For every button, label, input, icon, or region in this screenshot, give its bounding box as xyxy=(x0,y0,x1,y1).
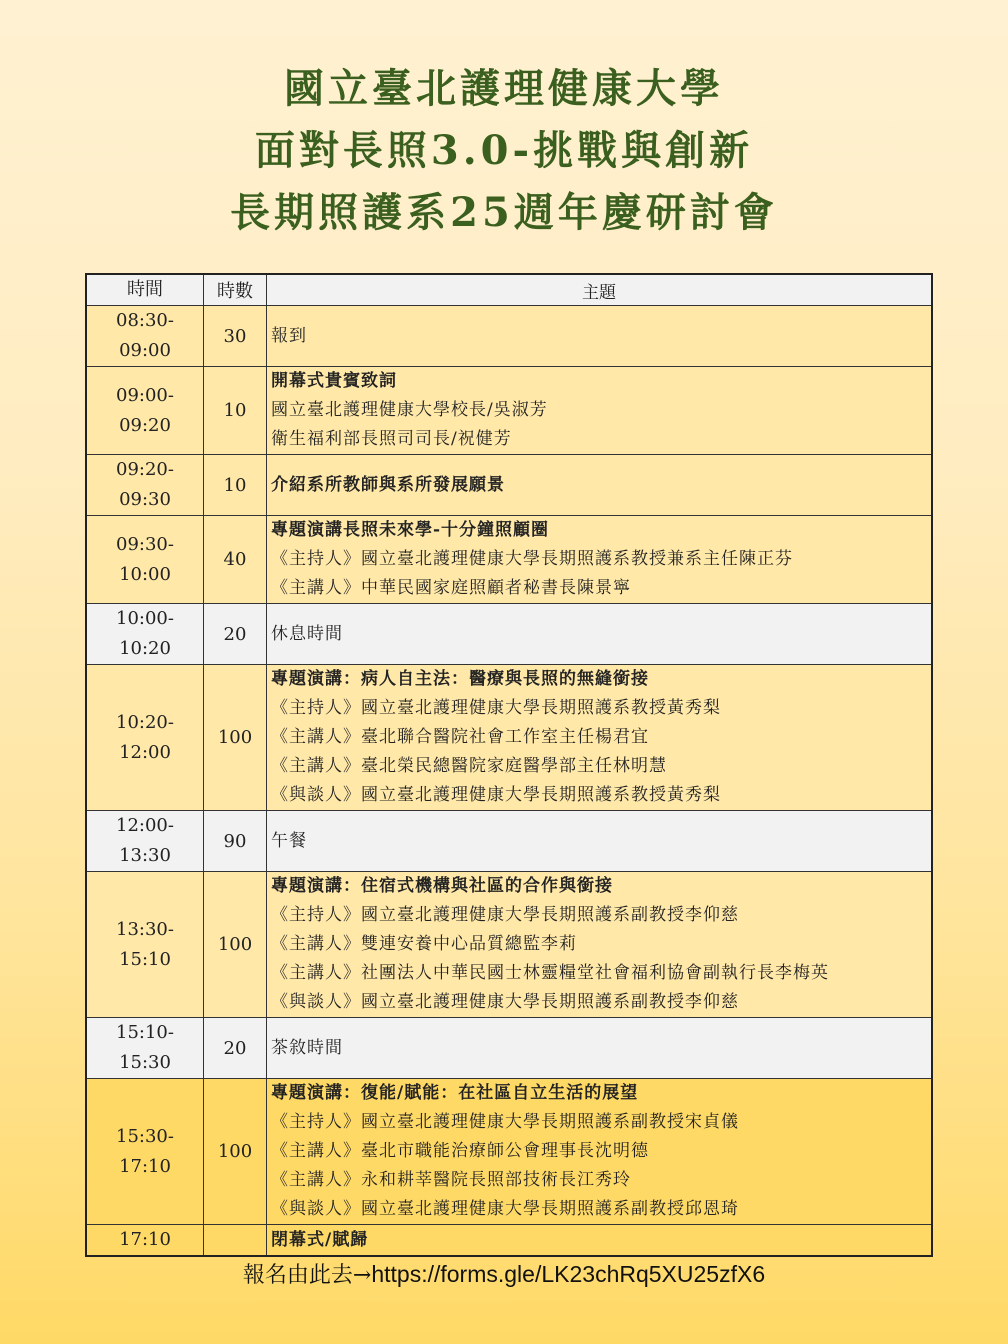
title-block xyxy=(0,58,1008,244)
title-theme: 面對長照3.0-挑戰與創新 xyxy=(254,127,754,174)
topic-line: 《主講人》臺北市職能治療師公會理事長沈明德 xyxy=(271,1141,649,1161)
topic-line: 國立臺北護理健康大學校長/吳淑芳 xyxy=(271,400,548,420)
topic-line: 《與談人》國立臺北護理健康大學長期照護系教授黃秀梨 xyxy=(271,785,721,805)
time-start: 09:30- xyxy=(116,533,174,555)
time-end: 10:00 xyxy=(119,563,171,585)
time-end: 15:10 xyxy=(119,948,171,970)
time-cell xyxy=(86,367,204,455)
time-cell xyxy=(86,1079,204,1225)
hours-cell: 10 xyxy=(204,455,267,516)
arrow-right-icon: → xyxy=(352,1263,372,1288)
hours-cell: 40 xyxy=(204,516,267,604)
topic-title: 專題演講長照未來學-十分鐘照顧圈 xyxy=(271,520,550,540)
table-row xyxy=(86,665,932,811)
topic-title: 專題演講：病人自主法：醫療與長照的無縫銜接 xyxy=(271,669,649,689)
title-event: 長期照護系25週年慶研討會 xyxy=(230,189,778,236)
topic-line: 《主講人》雙連安養中心品質總監李莉 xyxy=(271,934,577,954)
topic-line: 《主講人》臺北榮民總醫院家庭醫學部主任林明慧 xyxy=(271,756,667,776)
time-cell xyxy=(86,1018,204,1079)
topic-cell xyxy=(267,1079,933,1225)
time-end: 15:30 xyxy=(119,1052,171,1073)
header-topic: 主題 xyxy=(267,274,933,306)
topic-line: 《主講人》中華民國家庭照顧者秘書長陳景寧 xyxy=(271,578,631,598)
topic-title: 開幕式貴賓致詞 xyxy=(271,371,397,391)
time-start: 09:20- xyxy=(116,459,174,480)
time-start: 12:00- xyxy=(116,815,174,836)
time-start: 10:00- xyxy=(116,608,174,629)
time-end: 17:10 xyxy=(119,1155,171,1177)
topic-line: 午餐 xyxy=(271,830,307,851)
topic-cell xyxy=(267,367,933,455)
hours-cell xyxy=(204,1225,267,1257)
time-cell xyxy=(86,306,204,367)
registration-footer xyxy=(0,1258,1008,1289)
hours-cell: 20 xyxy=(204,1018,267,1079)
table-row xyxy=(86,367,932,455)
topic-title: 閉幕式/賦歸 xyxy=(271,1229,369,1250)
table-row xyxy=(86,455,932,516)
header-hours: 時數 xyxy=(204,274,267,306)
table-row xyxy=(86,1018,932,1079)
table-row xyxy=(86,1079,932,1225)
topic-line: 衛生福利部長照司司長/祝健芳 xyxy=(271,429,512,449)
topic-title: 介紹系所教師與系所發展願景 xyxy=(271,474,505,495)
hours-cell: 30 xyxy=(204,306,267,367)
hours-cell: 100 xyxy=(204,1079,267,1225)
registration-label: 報名由此去 xyxy=(242,1263,353,1288)
time-start: 15:30- xyxy=(116,1125,174,1147)
topic-line: 《與談人》國立臺北護理健康大學長期照護系副教授李仰慈 xyxy=(271,992,739,1012)
agenda-body xyxy=(86,306,932,1257)
topic-cell xyxy=(267,516,933,604)
table-row xyxy=(86,604,932,665)
topic-cell xyxy=(267,1018,933,1079)
topic-line: 《主持人》國立臺北護理健康大學長期照護系教授黃秀梨 xyxy=(271,698,721,718)
time-cell xyxy=(86,872,204,1018)
table-header-row xyxy=(86,274,932,306)
topic-cell xyxy=(267,811,933,872)
topic-cell xyxy=(267,604,933,665)
time-end: 09:30 xyxy=(119,489,171,510)
topic-line: 《與談人》國立臺北護理健康大學長期照護系副教授邱恩琦 xyxy=(271,1199,739,1219)
topic-cell xyxy=(267,455,933,516)
topic-title: 專題演講：復能/賦能：在社區自立生活的展望 xyxy=(271,1083,639,1103)
time-start: 13:30- xyxy=(116,918,174,940)
topic-cell xyxy=(267,1225,933,1257)
title-university: 國立臺北護理健康大學 xyxy=(284,65,724,112)
topic-line: 休息時間 xyxy=(271,623,343,644)
table-row xyxy=(86,306,932,367)
time-cell xyxy=(86,455,204,516)
time-end: 10:20 xyxy=(119,638,171,659)
time-start: 15:10- xyxy=(116,1022,174,1043)
topic-title: 專題演講：住宿式機構與社區的合作與銜接 xyxy=(271,876,613,896)
time-end: 12:00 xyxy=(119,741,171,763)
topic-line: 《主持人》國立臺北護理健康大學長期照護系副教授宋貞儀 xyxy=(271,1112,739,1132)
hours-cell: 90 xyxy=(204,811,267,872)
topic-line: 《主持人》國立臺北護理健康大學長期照護系副教授李仰慈 xyxy=(271,905,739,925)
time-start: 17:10 xyxy=(119,1229,171,1250)
time-cell xyxy=(86,811,204,872)
time-end: 13:30 xyxy=(119,845,171,866)
table-row xyxy=(86,1225,932,1257)
time-cell xyxy=(86,665,204,811)
time-cell xyxy=(86,604,204,665)
topic-line: 報到 xyxy=(271,325,307,346)
hours-cell: 20 xyxy=(204,604,267,665)
table-row xyxy=(86,516,932,604)
hours-cell: 100 xyxy=(204,665,267,811)
hours-cell: 100 xyxy=(204,872,267,1018)
time-start: 10:20- xyxy=(116,711,174,733)
registration-link[interactable]: https://forms.gle/LK23chRq5XU25zfX6 xyxy=(371,1261,766,1287)
table-row xyxy=(86,811,932,872)
topic-line: 茶敘時間 xyxy=(271,1037,343,1058)
hours-cell: 10 xyxy=(204,367,267,455)
time-start: 09:00- xyxy=(116,384,174,406)
time-cell xyxy=(86,516,204,604)
topic-line: 《主持人》國立臺北護理健康大學長期照護系教授兼系主任陳正芬 xyxy=(271,549,793,569)
time-end: 09:00 xyxy=(119,340,171,361)
topic-cell xyxy=(267,665,933,811)
header-time: 時間 xyxy=(86,274,204,306)
topic-line: 《主講人》社團法人中華民國士林靈糧堂社會福利協會副執行長李梅英 xyxy=(271,963,829,983)
table-row xyxy=(86,872,932,1018)
topic-line: 《主講人》永和耕莘醫院長照部技術長江秀玲 xyxy=(271,1170,631,1190)
agenda-table xyxy=(85,273,933,1257)
time-start: 08:30- xyxy=(116,310,174,331)
topic-cell xyxy=(267,872,933,1018)
time-end: 09:20 xyxy=(119,414,171,436)
topic-cell xyxy=(267,306,933,367)
topic-line: 《主講人》臺北聯合醫院社會工作室主任楊君宜 xyxy=(271,727,649,747)
time-cell xyxy=(86,1225,204,1257)
